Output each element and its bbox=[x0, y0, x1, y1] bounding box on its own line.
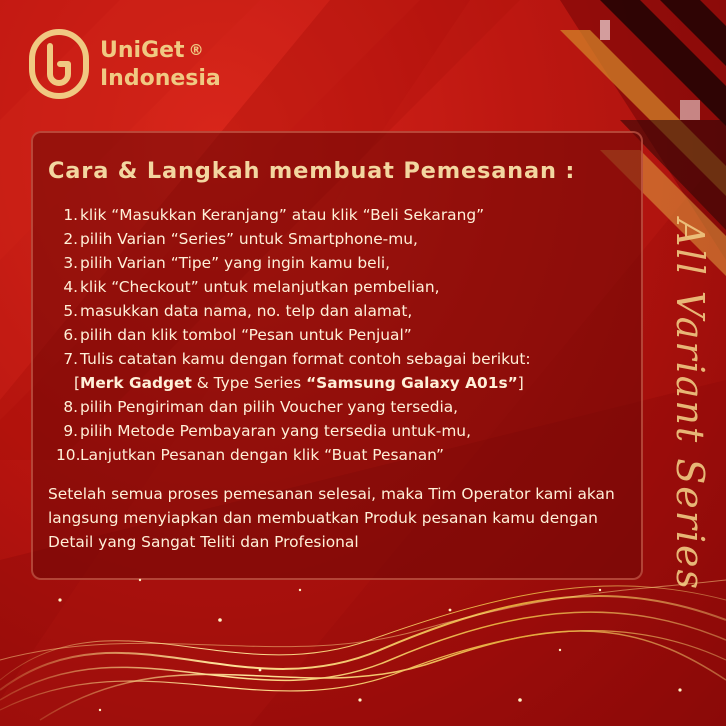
step-text: masukkan data nama, no. telp dan alamat, bbox=[80, 302, 413, 320]
step-item bbox=[56, 275, 636, 299]
step-text: pilih Metode Pembayaran yang tersedia untuk-mu, bbox=[80, 422, 471, 440]
panel-title: Cara & Langkah membuat Pemesanan : bbox=[48, 158, 576, 184]
step-number: 7. bbox=[63, 350, 78, 368]
gold-wave-decoration bbox=[0, 560, 726, 726]
step-item bbox=[56, 443, 636, 467]
step-number: 6. bbox=[63, 326, 78, 344]
brand-name-line1: UniGet bbox=[100, 37, 185, 63]
step-item bbox=[56, 347, 636, 371]
step-number: 9. bbox=[63, 422, 78, 440]
step-item bbox=[56, 323, 636, 347]
step-item bbox=[56, 299, 636, 323]
brand-name-line2: Indonesia bbox=[100, 65, 221, 91]
registered-mark: ® bbox=[188, 40, 204, 59]
note-merk-gadget: Merk Gadget bbox=[80, 374, 192, 392]
step-text: pilih Varian “Series” untuk Smartphone-mu, bbox=[80, 230, 418, 248]
brand-logo bbox=[28, 28, 221, 100]
step-number: 4. bbox=[63, 278, 78, 296]
step-text: klik “Checkout” untuk melanjutkan pembelian, bbox=[80, 278, 440, 296]
step-number: 10. bbox=[56, 446, 81, 464]
step-number: 5. bbox=[63, 302, 78, 320]
step-text: klik “Masukkan Keranjang” atau klik “Beli Sekarang” bbox=[80, 206, 485, 224]
step-text: Tulis catatan kamu dengan format contoh sebagai berikut: bbox=[80, 350, 531, 368]
uniget-logo-icon bbox=[28, 28, 90, 100]
step-number: 1. bbox=[63, 206, 78, 224]
step-number: 3. bbox=[63, 254, 78, 272]
step-text: pilih Varian “Tipe” yang ingin kamu beli, bbox=[80, 254, 391, 272]
step-item bbox=[56, 251, 636, 275]
note-example-model: “Samsung Galaxy A01s” bbox=[306, 374, 518, 392]
step-item bbox=[56, 395, 636, 419]
note-close-bracket: ] bbox=[517, 374, 524, 392]
ordering-steps-list bbox=[56, 203, 636, 467]
step-number: 8. bbox=[63, 398, 78, 416]
step-item bbox=[56, 203, 636, 227]
step-text: Lanjutkan Pesanan dengan klik “Buat Pesanan” bbox=[80, 446, 445, 464]
side-script-text: All Variant Series bbox=[668, 218, 712, 592]
step-text: pilih Pengiriman dan pilih Voucher yang tersedia, bbox=[80, 398, 459, 416]
note-format-example bbox=[56, 371, 636, 395]
closing-paragraph: Setelah semua proses pemesanan selesai, maka Tim Operator kami akan langsung menyiapkan dan membuatkan Produk pesanan kamu dengan Detail yang Sangat Teliti dan Profesional bbox=[48, 485, 615, 551]
step-item bbox=[56, 419, 636, 443]
note-type-series: & Type Series bbox=[191, 374, 307, 392]
note-open-bracket: [ bbox=[74, 374, 81, 392]
step-item bbox=[56, 227, 636, 251]
step-text: pilih dan klik tombol “Pesan untuk Penjual” bbox=[80, 326, 412, 344]
brand-name bbox=[100, 36, 221, 93]
step-number: 2. bbox=[63, 230, 78, 248]
